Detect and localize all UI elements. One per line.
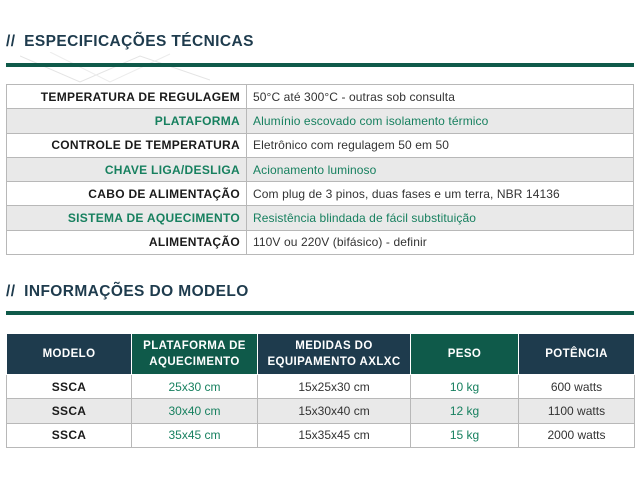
spec-row [7,133,634,157]
model-cell-potencia: 600 watts [519,375,635,399]
model-cell-plataforma: 30x40 cm [132,399,258,423]
model-cell-peso: 15 kg [411,423,519,447]
spec-label: ALIMENTAÇÃO [7,230,247,254]
spec-value: Com plug de 3 pinos, duas fases e um terra, NBR 14136 [247,182,634,206]
header-potencia: POTÊNCIA [519,334,635,375]
model-cell-medidas: 15x30x40 cm [258,399,411,423]
model-cell-medidas: 15x25x30 cm [258,375,411,399]
model-cell-modelo: SSCA [7,399,132,423]
model-cell-peso: 12 kg [411,399,519,423]
header-plataforma-line1: PLATAFORMA DE [143,340,246,352]
spec-row [7,182,634,206]
model-table-header-row [7,334,635,375]
spec-label: SISTEMA DE AQUECIMENTO [7,206,247,230]
model-row [7,399,635,423]
model-cell-plataforma: 35x45 cm [132,423,258,447]
model-row [7,375,635,399]
spec-row [7,230,634,254]
model-section-divider [6,311,634,315]
spec-row [7,85,634,109]
spec-row [7,157,634,181]
spec-label: TEMPERATURA DE REGULAGEM [7,85,247,109]
specs-title-prefix: // [6,33,16,50]
specs-section-title [6,33,254,51]
model-section-title [6,283,249,301]
model-cell-potencia: 2000 watts [519,423,635,447]
header-plataforma [132,334,258,375]
spec-value: Eletrônico com regulagem 50 em 50 [247,133,634,157]
model-cell-potencia: 1100 watts [519,399,635,423]
model-row [7,423,635,447]
model-cell-plataforma: 25x30 cm [132,375,258,399]
spec-row [7,206,634,230]
decorative-wireframe-lines [20,52,210,84]
specs-section-divider [6,63,634,67]
model-cell-peso: 10 kg [411,375,519,399]
spec-value: 110V ou 220V (bifásico) - definir [247,230,634,254]
header-medidas-line1: MEDIDAS DO [295,340,373,352]
spec-label: CABO DE ALIMENTAÇÃO [7,182,247,206]
header-plataforma-line2: AQUECIMENTO [149,356,240,368]
header-medidas [258,334,411,375]
spec-label: PLATAFORMA [7,109,247,133]
spec-value: Resistência blindada de fácil substituição [247,206,634,230]
header-medidas-line2: EQUIPAMENTO AXLXC [267,356,401,368]
model-title-prefix: // [6,283,16,300]
specs-table [6,84,634,255]
model-table [6,333,635,448]
header-modelo: MODELO [7,334,132,375]
spec-row [7,109,634,133]
spec-label: CONTROLE DE TEMPERATURA [7,133,247,157]
specs-title-text: ESPECIFICAÇÕES TÉCNICAS [24,33,254,50]
spec-label: CHAVE LIGA/DESLIGA [7,157,247,181]
model-cell-medidas: 15x35x45 cm [258,423,411,447]
header-peso: PESO [411,334,519,375]
model-title-text: INFORMAÇÕES DO MODELO [24,283,249,300]
spec-value: Acionamento luminoso [247,157,634,181]
spec-value: Alumínio escovado com isolamento térmico [247,109,634,133]
spec-value: 50°C até 300°C - outras sob consulta [247,85,634,109]
model-cell-modelo: SSCA [7,423,132,447]
model-cell-modelo: SSCA [7,375,132,399]
